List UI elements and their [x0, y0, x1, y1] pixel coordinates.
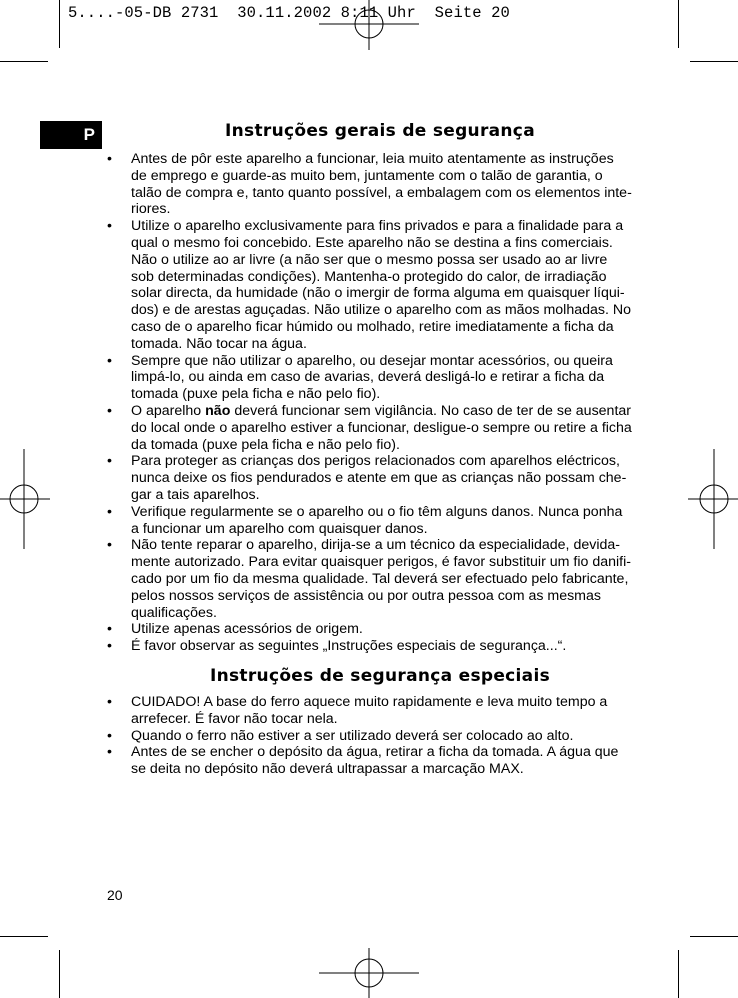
- list-item: [0, 453, 633, 503]
- language-tab: P: [40, 121, 102, 149]
- list-item: [0, 621, 633, 638]
- bullet-icon: •: [107, 218, 112, 235]
- text-line: Não o utilize ao ar livre (a não ser que o mesmo possa ser usado ao ar livre: [131, 251, 608, 268]
- text-line: da tomada (puxe pela ficha e não pelo fio).: [131, 436, 400, 453]
- emphasis-text: não: [205, 402, 231, 419]
- crop-mark-bottom-right-v: [678, 950, 679, 998]
- text-line: nunca deixe os fios pendurados e atente em que as crianças não possam che-: [131, 470, 627, 487]
- text-line: Utilize apenas acessórios de origem.: [131, 621, 363, 638]
- text-line: pelos nossos serviços de assistência ou por outra pessoa com as mesmas: [131, 587, 601, 604]
- text-line: a funcionar um aparelho com quaisquer danos.: [131, 520, 428, 537]
- bullet-icon: •: [107, 638, 112, 655]
- text-line: caso de o aparelho ficar húmido ou molhado, retire imediatamente a ficha da: [131, 318, 614, 335]
- bullet-icon: •: [107, 453, 112, 470]
- crop-mark-bottom-right-h: [690, 936, 738, 937]
- bullet-icon: •: [107, 352, 112, 369]
- registration-mark-right-icon: [688, 449, 738, 549]
- text-line: tomada (puxe pela ficha e não pelo fio).: [131, 386, 381, 403]
- text-line: Antes de pôr este aparelho a funcionar, leia muito atentamente as instruções: [131, 151, 614, 167]
- bullet-icon: •: [107, 744, 112, 761]
- list-item: [0, 537, 633, 621]
- text-line: mente autorizado. Para evitar quaisquer perigos, é favor substituir um fio danifi-: [131, 554, 631, 571]
- text-line: do local onde o aparelho estiver a funcionar, desligue-o sempre ou retire a ficha: [131, 419, 632, 436]
- bullet-icon: •: [107, 694, 112, 710]
- text-line: tomada. Não tocar na água.: [131, 335, 307, 352]
- crop-mark-top-right-h: [690, 61, 738, 62]
- text-line: É favor observar as seguintes „Instruções especiais de segurança...“.: [131, 638, 567, 655]
- text-line: se deita no depósito não deverá ultrapassar a marcação MAX.: [131, 761, 524, 778]
- text-line: solar directa, da humidade (não o imergir de forma alguma em quaisquer líqui-: [131, 285, 625, 302]
- text-line: Sempre que não utilizar o aparelho, ou desejar montar acessórios, ou queira: [131, 352, 613, 369]
- list-item: [0, 728, 633, 745]
- text-line: riores.: [131, 201, 171, 218]
- list-item: [0, 218, 633, 352]
- crop-mark-top-right-v: [678, 0, 679, 48]
- text-line: [131, 403, 633, 420]
- text-line: qualificações.: [131, 604, 217, 621]
- general-safety-list: [0, 151, 633, 655]
- text-line: gar a tais aparelhos.: [131, 486, 260, 503]
- list-item: [0, 744, 633, 778]
- page-number: 20: [107, 887, 123, 903]
- list-item: [0, 504, 633, 538]
- text-line: Não tente reparar o aparelho, dirija-se a um técnico da especialidade, devida-: [131, 537, 620, 554]
- bullet-icon: •: [107, 537, 112, 554]
- bullet-icon: •: [107, 621, 112, 638]
- text-line: CUIDADO! A base do ferro aquece muito rapidamente e leva muito tempo a: [131, 694, 608, 710]
- text-line: de emprego e guarde-as muito bem, juntamente com o talão de garantia, o: [131, 167, 603, 184]
- bullet-icon: •: [107, 727, 112, 744]
- bullet-icon: •: [107, 503, 112, 520]
- text-line: arrefecer. É favor não tocar nela.: [131, 710, 338, 727]
- list-item: [0, 353, 633, 403]
- text-line: Utilize o aparelho exclusivamente para fins privados e para a finalidade para a: [131, 218, 624, 235]
- text-line: Verifique regularmente se o aparelho ou o fio têm alguns danos. Nunca ponha: [131, 503, 623, 520]
- registration-mark-bottom-icon: [319, 948, 419, 998]
- crop-mark-top-left-h: [0, 61, 48, 62]
- special-safety-list: [0, 694, 633, 778]
- list-item: [0, 638, 633, 655]
- text-line: qual o mesmo foi concebido. Este aparelho não se destina a fins comerciais.: [131, 234, 613, 251]
- text-segment: deverá funcionar sem vigilância. No caso de ter de se ausentar: [230, 402, 631, 419]
- print-slug: 5....-05-DB 2731 30.11.2002 8:11 Uhr Seite 20: [68, 4, 510, 22]
- section-title-general-safety: Instruções gerais de segurança: [225, 121, 535, 141]
- registration-mark-top-icon: [319, 0, 419, 50]
- crop-mark-bottom-left-h: [0, 936, 48, 937]
- list-item: [0, 403, 633, 453]
- bullet-icon: •: [107, 402, 112, 419]
- text-line: cado por um fio da mesma qualidade. Tal deverá ser efectuado pelo fabricante,: [131, 570, 629, 587]
- text-line: Para proteger as crianças dos perigos relacionados com aparelhos eléctricos,: [131, 453, 620, 470]
- text-line: Antes de se encher o depósito da água, retirar a ficha da tomada. A água que: [131, 744, 619, 761]
- text-line: dos) e de arestas aguçadas. Não utilize o aparelho com as mãos molhadas. No: [131, 302, 631, 319]
- text-line: sob determinadas condições). Mantenha-o protegido do calor, de irradiação: [131, 268, 607, 285]
- text-line: limpá-lo, ou ainda em caso de avarias, deverá desligá-lo e retirar a ficha da: [131, 369, 605, 386]
- crop-mark-bottom-left-v: [59, 950, 60, 998]
- section-title-special-safety: Instruções de segurança especiais: [209, 666, 550, 686]
- list-item: [0, 694, 633, 728]
- text-line: Quando o ferro não estiver a ser utilizado deverá ser colocado ao alto.: [131, 727, 574, 744]
- list-item: [0, 151, 633, 218]
- text-line: talão de compra e, tanto quanto possível, a embalagem com os elementos inte-: [131, 184, 632, 201]
- text-segment: O aparelho: [131, 402, 206, 419]
- bullet-icon: •: [107, 151, 112, 167]
- crop-mark-top-left-v: [59, 0, 60, 48]
